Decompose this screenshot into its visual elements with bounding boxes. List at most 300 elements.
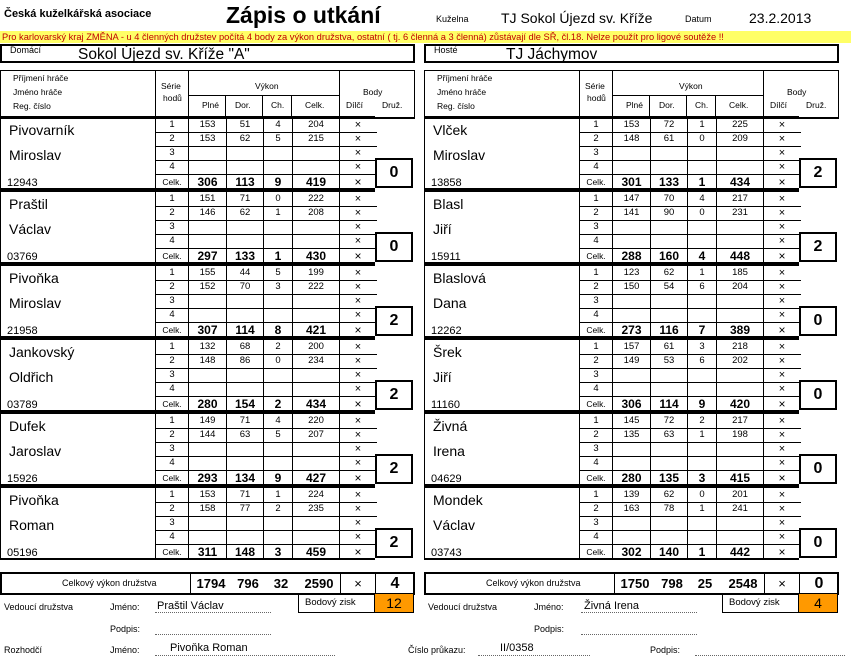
dilci-cross: × [354,133,362,145]
series-row [156,308,377,323]
dor-value [227,382,263,396]
total-ch: 9 [698,397,706,411]
dilci-cross: × [354,429,362,441]
dilci-cross: × [354,119,362,131]
dilci-cross: × [778,161,786,173]
body-label: Body [363,87,383,97]
away-team-total [424,572,839,595]
celk-value [293,234,339,248]
player-first-name: Jiří [433,221,452,237]
ch-value [264,146,292,160]
reg-label: Reg. číslo [437,101,475,111]
team-total-label: Celkový výkon družstva [486,578,581,588]
total-ch: 9 [274,471,282,485]
dilci-cross: × [778,443,786,455]
home-player [0,412,375,486]
series-row [580,414,801,429]
ch-value [264,234,292,248]
divider [262,95,263,117]
ch-value [264,220,292,234]
plne-value: 149 [623,355,640,366]
celk-value [293,294,339,308]
ch-value: 6 [699,355,705,366]
total-dor: 114 [659,397,679,411]
series-number: 2 [169,133,175,144]
hodu-label: hodů [587,93,606,103]
player-first-name: Irena [433,443,465,459]
home-signature-field[interactable] [155,620,271,635]
total-ch: 1 [274,249,282,263]
total-plne: 311 [197,545,218,559]
series-row [156,488,377,503]
celk-value: 220 [308,415,324,426]
plne-value [613,146,650,160]
plne-value [189,160,226,174]
series-grid [579,488,801,558]
home-player [0,264,375,338]
dor-value: 63 [239,429,251,440]
series-number: 1 [169,119,175,130]
plne-value: 135 [623,429,640,440]
jmeno-label: Jméno hráče [13,87,63,97]
series-row [156,382,377,397]
dor-value: 53 [663,355,675,366]
dilci-cross: × [778,323,786,337]
plne-value [613,160,650,174]
series-number: 3 [169,295,175,306]
series-row [156,368,377,383]
dor-value [651,530,687,544]
team-total-label: Celkový výkon družstva [62,578,157,588]
dilci-cross: × [354,457,362,469]
dilci-cross: × [354,267,362,279]
plne-value: 139 [623,489,640,500]
player-first-name: Miroslav [9,295,62,311]
dor-value [651,220,687,234]
away-team-box [424,44,839,63]
total-ch: 9 [274,175,282,189]
dor-value: 61 [663,341,675,352]
total-plne: 297 [197,249,218,263]
celk-value [717,382,763,396]
series-row [580,516,801,531]
dilci-cross: × [778,415,786,427]
away-signature-field[interactable] [581,620,697,635]
ch-value: 0 [699,489,705,500]
ch-value [264,294,292,308]
ch-value [688,308,716,322]
total-ch: 3 [698,471,706,485]
hodu-label: hodů [163,93,182,103]
total-celk: 459 [305,545,327,559]
series-grid [579,118,801,188]
player-total-row [156,248,377,263]
player-surname: Praštil [9,196,48,212]
player-points: 2 [375,528,413,558]
celk-value [293,146,339,160]
dor-value [651,456,687,470]
series-number: 4 [169,235,175,246]
ch-value: 1 [699,119,705,130]
plne-value [189,442,226,456]
home-team-total [0,572,415,595]
series-row [580,192,801,207]
series-number: 1 [593,267,599,278]
total-celk: 434 [305,397,327,411]
total-ch: 1 [698,175,706,189]
total-ch: 8 [274,323,282,337]
series-number: 2 [593,355,599,366]
away-player [424,338,799,412]
dilci-cross: × [354,531,362,543]
rozhodci-jmeno-label: Jméno: [110,645,140,655]
rozhodci-name: Pivoňka Roman [170,642,248,654]
ch-value: 0 [699,207,705,218]
series-row [580,308,801,323]
plne-value: 153 [623,119,640,130]
player-total-row [156,396,377,411]
dor-value [651,294,687,308]
dilci-cross: × [354,161,362,173]
total-dor: 135 [658,471,680,485]
player-surname: Jankovský [9,344,75,360]
divider [188,95,339,96]
dor-value [227,442,263,456]
series-number: 2 [593,133,599,144]
celk-value [717,368,763,382]
plne-value: 123 [623,267,640,278]
dor-value [227,516,263,530]
plne-value [613,234,650,248]
dilci-cross: × [778,175,786,189]
dor-value [227,294,263,308]
series-row [156,354,377,369]
ch-value [688,160,716,174]
plne-value [613,530,650,544]
dilci-cross: × [778,489,786,501]
dilci-cross: × [354,369,362,381]
ch-value: 0 [275,193,281,204]
series-number: 2 [593,503,599,514]
dilci-cross: × [354,323,362,337]
home-bodovy-zisk-value: 12 [374,594,413,612]
plne-value [189,220,226,234]
series-row [580,530,801,545]
dor-value [227,530,263,544]
dilci-cross: × [354,341,362,353]
series-row [156,266,377,281]
plne-value [189,516,226,530]
total-celk: 434 [729,175,751,189]
home-player [0,338,375,412]
celk-value [717,160,763,174]
player-points: 2 [799,232,837,262]
series-row [156,294,377,309]
celk-value: 201 [732,489,748,500]
total-celk: 389 [729,323,751,337]
cislo-prukazu-label: Číslo průkazu: [408,645,466,655]
dor-value: 61 [663,133,675,144]
dor-value: 71 [239,489,251,500]
ch-value [688,220,716,234]
divider [579,71,580,117]
dilci-cross: × [778,207,786,219]
home-team-box [0,44,415,63]
total-plne: 288 [621,249,642,263]
player-surname: Pivoňka [9,270,59,286]
series-number: 2 [169,281,175,292]
player-reg-number: 11160 [431,399,460,411]
celk-value: 200 [308,341,324,352]
home-player [0,486,375,560]
series-number: 4 [169,309,175,320]
dilci-cross: × [778,503,786,515]
dor-value [651,368,687,382]
total-plne: 280 [197,397,218,411]
vykon-label: Výkon [255,81,279,91]
ch-value [688,368,716,382]
plne-value: 151 [199,193,216,204]
series-number: 3 [169,369,175,380]
away-team-name: TJ Jáchymov [506,46,598,63]
series-number: 3 [593,517,599,528]
series-row [156,280,377,295]
series-number: 3 [593,221,599,232]
dor-value: 44 [239,267,251,278]
player-points: 2 [375,380,413,410]
series-row [156,160,377,175]
player-points: 0 [799,528,837,558]
divider [340,574,341,593]
dilci-cross: × [778,193,786,205]
dilci-cross: × [778,295,786,307]
celk-value [293,368,339,382]
series-row [580,146,801,161]
dor-value: 68 [239,341,251,352]
series-number: 3 [169,517,175,528]
total-plne: 293 [197,471,218,485]
plne-value [189,146,226,160]
dor-value: 71 [239,415,251,426]
serie-label: Série [585,81,605,91]
dilci-cross: × [778,397,786,411]
celk-value: 209 [732,133,748,144]
dor-value: 54 [663,281,675,292]
dilci-cross: × [778,429,786,441]
series-number: 1 [593,193,599,204]
series-row [580,266,801,281]
series-number: 4 [593,383,599,394]
player-first-name: Jiří [433,369,452,385]
team-points: 4 [390,575,400,592]
dilci-cross: × [354,415,362,427]
plne-value [613,368,650,382]
player-points: 0 [799,306,837,336]
series-row [580,502,801,517]
dilci-cross: × [778,457,786,469]
total-dor: 134 [234,471,256,485]
celk-value: 218 [732,341,748,352]
away-bodovy-zisk-value: 4 [798,594,837,612]
series-grid [579,340,801,410]
ch-value: 1 [275,207,281,218]
series-row [156,132,377,147]
bodovy-zisk-label: Bodový zisk [305,597,356,608]
series-number: 3 [593,295,599,306]
player-total-row [580,396,801,411]
divider [612,71,613,117]
series-row [156,456,377,471]
ch-value: 5 [275,267,281,278]
divider [715,95,716,117]
dor-value: 62 [239,133,251,144]
dor-value: 70 [239,281,251,292]
celk-value: 217 [732,193,748,204]
celk-value [293,442,339,456]
plne-value: 132 [199,341,216,352]
dilci-cross: × [354,249,362,263]
player-reg-number: 21958 [7,325,38,337]
dor-value: 71 [239,193,251,204]
player-total-row [156,322,377,337]
home-podpis-label: Podpis: [110,624,141,634]
team-total-dor: 796 [237,576,259,591]
celk-value [293,308,339,322]
series-row [156,234,377,249]
celk-label: Celk. [305,100,325,110]
divider [614,574,615,593]
away-leader-name: Živná Irena [584,600,640,612]
ch-value [264,456,292,470]
player-total-row [156,174,377,189]
dilci-cross: × [778,133,786,145]
plne-value: 153 [199,133,216,144]
dilci-cross: × [778,517,786,529]
team-total-dor: 798 [661,576,683,591]
org-name: Česká kuželkářská asociace [4,8,152,20]
plne-value: 141 [623,207,640,218]
series-row [580,368,801,383]
team-total-celk: 2548 [728,576,758,591]
home-leader-name: Praštil Václav [157,600,224,612]
plne-value: 146 [199,207,216,218]
dilci-cross: × [778,355,786,367]
dor-value: 70 [663,193,675,204]
ch-value: 2 [699,415,705,426]
plne-value: 148 [199,355,216,366]
dor-value [227,160,263,174]
series-row [156,516,377,531]
divider [686,95,687,117]
series-number: 4 [169,457,175,468]
total-celk: 420 [729,397,751,411]
dilci-cross: × [354,221,362,233]
dilci-cross: × [778,235,786,247]
celk-value [717,234,763,248]
dor-value: 72 [663,415,675,426]
cislo-prukazu-value: II/0358 [500,642,534,654]
series-row [156,118,377,133]
player-surname: Dufek [9,418,46,434]
divider [763,71,764,117]
ch-value [264,368,292,382]
series-number: 2 [169,355,175,366]
series-row [156,146,377,161]
plne-value [189,368,226,382]
total-plne: 306 [621,397,642,411]
total-celk: 448 [729,249,751,263]
series-number: 1 [593,489,599,500]
dor-value [651,382,687,396]
dilci-cross: × [354,503,362,515]
ch-value: 1 [699,503,705,514]
ch-value [688,442,716,456]
celk-value: 217 [732,415,748,426]
series-number: 2 [593,281,599,292]
away-player [424,190,799,264]
plne-value: 157 [623,341,640,352]
dilci-cross: × [778,341,786,353]
dor-value: 62 [663,267,675,278]
total-dor: 154 [234,397,256,411]
dor-value [651,442,687,456]
ch-value [264,530,292,544]
series-number: 1 [169,415,175,426]
celk-value: 207 [308,429,324,440]
player-total-row [580,248,801,263]
player-points: 0 [375,232,413,262]
total-celk: 415 [729,471,751,485]
dilci-cross: × [778,471,786,485]
notice-banner: Pro karlovarský kraj ZMĚNA - u 4 členných družstev počítá 4 body za výkon družstva, ostatní ( tj. 6 členná a 3 členná) zůstávají dle SŘ, čl.18. Nelze použít pro ligové soutěže !! [0,31,851,43]
series-number: 2 [593,429,599,440]
celk-value: 185 [732,267,748,278]
dilci-cross: × [354,193,362,205]
series-row [580,442,801,457]
dor-value: 62 [239,207,251,218]
celk-value: 208 [308,207,324,218]
series-row [156,428,377,443]
player-total-row [156,544,377,559]
series-number: 3 [169,443,175,454]
ch-value: 1 [699,267,705,278]
series-grid [155,488,377,558]
celk-value [293,220,339,234]
total-dor: 113 [235,175,255,189]
away-jmeno-label: Jméno: [534,602,564,612]
celk-value: 199 [308,267,324,278]
dilci-cross: × [354,309,362,321]
home-label: Domácí [10,45,42,55]
dilci-cross: × [354,207,362,219]
dilci-cross: × [778,249,786,263]
celk-value: 202 [732,355,748,366]
rozhodci-signature-field[interactable] [695,641,845,656]
total-celk: 421 [305,323,327,337]
total-celk: 419 [305,175,327,189]
home-vedouci-label: Vedoucí družstva [4,602,74,612]
total-celk: 430 [305,249,327,263]
dor-value [651,146,687,160]
dilci-cross: × [354,295,362,307]
plne-value [613,382,650,396]
player-first-name: Miroslav [9,147,62,163]
plne-label: Plné [626,100,644,110]
dor-value [227,456,263,470]
ch-value: 5 [275,133,281,144]
ch-value [264,382,292,396]
divider [190,574,191,593]
